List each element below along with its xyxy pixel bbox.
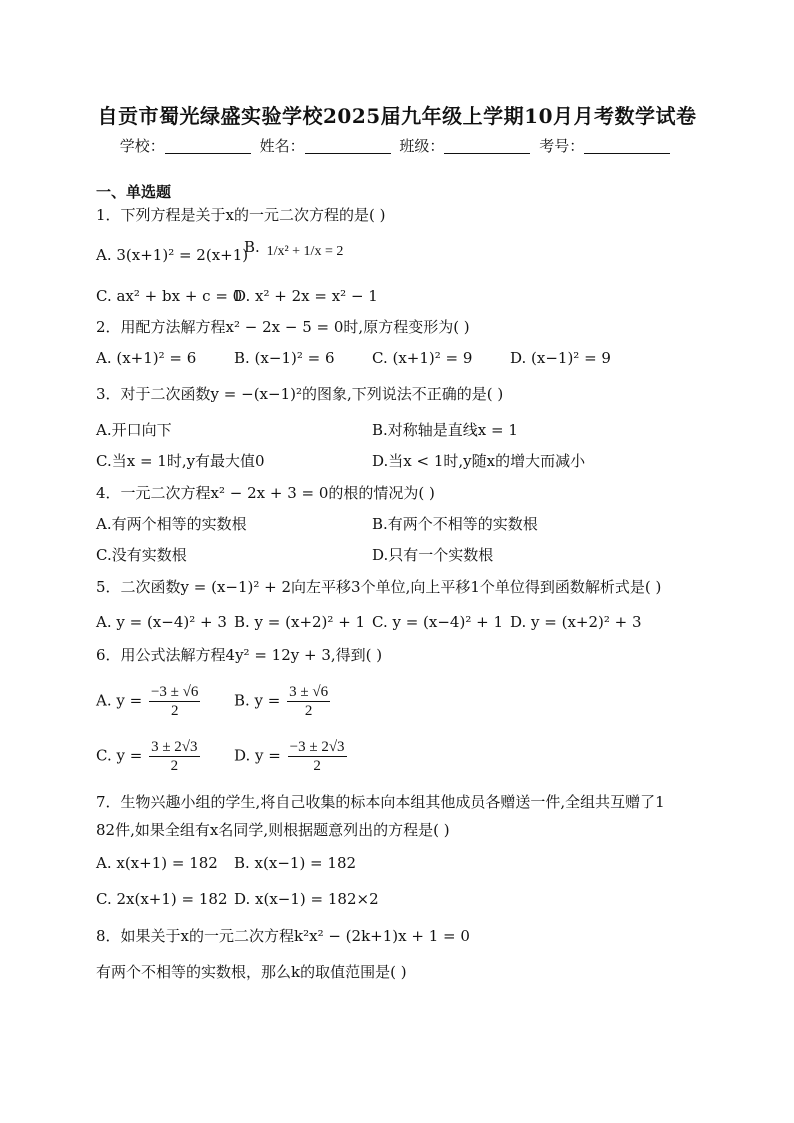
q4-option-a: A.有两个相等的实数根 — [96, 515, 247, 533]
q6-option-c-numerator: 3 ± 2√3 — [151, 739, 198, 755]
q4-stem: 4．一元二次方程x² − 2x + 3 = 0的根的情况为( ) — [96, 484, 435, 502]
q7-stem-line-2: 82件,如果全组有x名同学,则根据题意列出的方程是( ) — [96, 821, 450, 839]
school-blank[interactable] — [165, 139, 251, 154]
q3-option-d: D.当x < 1时,y随x的增大而减小 — [372, 452, 586, 470]
q4-option-b: B.有两个不相等的实数根 — [372, 515, 538, 533]
q6-option-a-label: A. y = — [96, 691, 143, 710]
class-label: 班级： — [399, 137, 445, 155]
q7-stem-line-1: 7．生物兴趣小组的学生,将自己收集的标本向本组其他成员各赠送一件,全组共互赠了1 — [96, 793, 665, 811]
q6-option-b-denominator: 2 — [304, 703, 313, 719]
q1-option-b — [244, 234, 345, 262]
q3-stem: 3．对于二次函数y = −(x−1)²的图象,下列说法不正确的是( ) — [96, 385, 504, 403]
student-info-line — [0, 135, 794, 156]
q3-option-a: A.开口向下 — [96, 421, 172, 439]
q6-option-c — [96, 738, 202, 775]
q3-option-c: C.当x = 1时,y有最大值0 — [96, 452, 265, 470]
q7-option-a: A. x(x+1) = 182 — [96, 854, 218, 872]
q2-option-a: A. (x+1)² = 6 — [96, 349, 197, 367]
q1-option-b-expression: 1/x² + 1/x = 2 — [266, 244, 344, 259]
q4-option-c: C.没有实数根 — [96, 546, 187, 564]
q2-stem: 2．用配方法解方程x² − 2x − 5 = 0时,原方程变形为( ) — [96, 318, 470, 336]
q2-option-b: B. (x−1)² = 6 — [234, 349, 335, 367]
q3-option-b: B.对称轴是直线x = 1 — [372, 421, 518, 439]
q5-option-b: B. y = (x+2)² + 1 — [234, 613, 366, 631]
name-label: 姓名： — [259, 137, 305, 155]
exam-number-blank[interactable] — [584, 139, 670, 154]
q6-option-b-numerator: 3 ± √6 — [289, 684, 329, 700]
q1-option-b-label: B. — [244, 238, 260, 256]
q1-option-d: D. x² + 2x = x² − 1 — [234, 287, 378, 305]
name-blank[interactable] — [305, 139, 391, 154]
q6-option-a-fraction — [149, 683, 200, 720]
q6-option-b-label: B. y = — [234, 691, 281, 710]
q6-option-c-denominator: 2 — [170, 758, 179, 774]
q6-option-d-fraction — [288, 738, 347, 775]
q8-stem-line-1: 8．如果关于x的一元二次方程k²x² − (2k+1)x + 1 = 0 — [96, 927, 470, 945]
q2-option-d: D. (x−1)² = 9 — [510, 349, 611, 367]
q6-option-c-fraction — [149, 738, 199, 775]
q5-option-c: C. y = (x−4)² + 1 — [372, 613, 503, 631]
q6-option-d-label: D. y = — [234, 746, 281, 765]
q6-option-b-fraction — [287, 683, 330, 720]
q6-option-a-numerator: −3 ± √6 — [150, 684, 199, 700]
q7-option-c: C. 2x(x+1) = 182 — [96, 890, 228, 908]
q1-stem: 1．下列方程是关于x的一元二次方程的是( ) — [96, 206, 386, 224]
exam-number-label: 考号： — [539, 137, 585, 155]
q6-option-a — [96, 683, 202, 720]
q5-option-d: D. y = (x+2)² + 3 — [510, 613, 642, 631]
section-heading: 一、单选题 — [96, 183, 172, 201]
school-label: 学校： — [119, 137, 165, 155]
q6-option-d-numerator: −3 ± 2√3 — [289, 739, 345, 755]
q6-stem: 6．用公式法解方程4y² = 12y + 3,得到( ) — [96, 646, 383, 664]
q7-option-d: D. x(x−1) = 182×2 — [234, 890, 379, 908]
q1-option-c: C. ax² + bx + c = 0 — [96, 287, 243, 305]
class-blank[interactable] — [444, 139, 530, 154]
q6-option-c-label: C. y = — [96, 746, 143, 765]
q6-option-d — [234, 738, 349, 775]
q4-option-d: D.只有一个实数根 — [372, 546, 494, 564]
q2-option-c: C. (x+1)² = 9 — [372, 349, 473, 367]
exam-title: 自贡市蜀光绿盛实验学校2025届九年级上学期10月月考数学试卷 — [97, 104, 697, 128]
q5-option-a: A. y = (x−4)² + 3 — [96, 613, 227, 631]
q6-option-d-denominator: 2 — [313, 758, 321, 774]
q5-stem: 5．二次函数y = (x−1)² + 2向左平移3个单位,向上平移1个单位得到函数解析式是( ) — [96, 578, 662, 596]
q6-option-a-denominator: 2 — [170, 703, 179, 719]
q8-stem-line-2: 有两个不相等的实数根，那么k的取值范围是( ) — [96, 963, 407, 981]
q1-option-a: A. 3(x+1)² = 2(x+1) — [96, 246, 249, 264]
q6-option-b — [234, 683, 332, 720]
q7-option-b: B. x(x−1) = 182 — [234, 854, 357, 872]
